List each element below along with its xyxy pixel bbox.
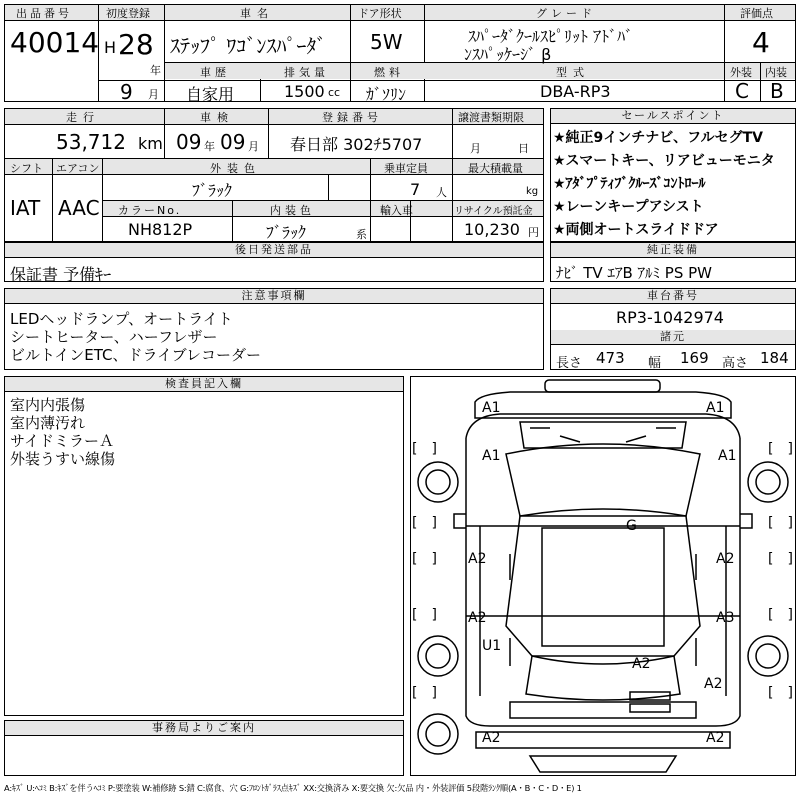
- mileage: 53,712: [56, 130, 126, 154]
- inspection-month-unit: 月: [248, 140, 259, 153]
- equipment-text: ﾅﾋﾞ TV ｴｱB ｱﾙﾐ PS PW: [556, 264, 712, 282]
- capacity: 7: [410, 180, 421, 199]
- sales-point-1: ★純正9インチナビ、フルセグTV: [553, 130, 763, 146]
- load-label: 最大積載量: [468, 162, 523, 175]
- lot-number: 40014: [10, 26, 100, 59]
- car-name: ｽﾃｯﾌﾟ ﾜｺﾞﾝｽﾊﾟｰﾀﾞ: [170, 34, 327, 58]
- inspection-label: 車検: [200, 111, 234, 124]
- mileage-unit: km: [138, 134, 163, 153]
- model-label: 型式: [556, 66, 590, 79]
- fuel-label: 燃料: [374, 66, 404, 79]
- transfer-label: 譲渡書類期限: [458, 111, 524, 124]
- grade-label: グレード: [536, 7, 596, 20]
- damage-mark: A2: [482, 730, 501, 746]
- model: DBA-RP3: [540, 82, 611, 101]
- mileage-label: 走行: [66, 111, 100, 124]
- sales-point-2: ★スマートキー、リアビューモニタ: [553, 153, 775, 169]
- bracket-6: [ ]: [768, 551, 793, 567]
- damage-mark: G: [626, 518, 637, 534]
- damage-mark: A2: [632, 656, 651, 672]
- note-line-2: シートヒーター、ハーフレザー: [10, 328, 218, 346]
- score-label: 評価点: [740, 7, 773, 20]
- transfer-month-unit: 月: [470, 142, 481, 155]
- length-label: 長さ: [556, 356, 583, 371]
- inspection-year-unit: 年: [204, 140, 215, 153]
- int-grade: B: [770, 79, 784, 103]
- score: 4: [752, 26, 770, 59]
- color-no-label: カラーNo.: [118, 204, 182, 217]
- ext-grade: C: [735, 79, 749, 103]
- later-parts-title: 後日発送部品: [5, 243, 543, 258]
- era: H: [104, 38, 117, 57]
- grade-line-1: ｽﾊﾟｰﾀﾞｸｰﾙｽﾋﾟﾘｯﾄ ｱﾄﾞﾊﾞ: [468, 27, 634, 46]
- int-color-label: 内装色: [270, 204, 315, 217]
- color-label: 外装色: [210, 162, 261, 175]
- ac: AAC: [58, 196, 100, 220]
- damage-mark: A1: [706, 400, 725, 416]
- width: 169: [680, 349, 709, 367]
- reg-month: 9: [120, 80, 133, 104]
- damage-mark: U1: [482, 638, 502, 654]
- recycle-unit: 円: [528, 226, 539, 239]
- recycle-fee: 10,230: [464, 220, 520, 239]
- month-unit: 月: [148, 88, 159, 101]
- color: ﾌﾞﾗｯｸ: [192, 181, 233, 200]
- bracket-2: [ ]: [768, 441, 793, 457]
- load-unit: kg: [526, 186, 539, 197]
- displacement: 1500: [284, 82, 325, 101]
- equipment-title: 純正装備: [551, 243, 795, 258]
- bracket-5: [ ]: [412, 551, 437, 567]
- recycle-label: リサイクル預託金: [454, 206, 533, 217]
- width-label: 幅: [648, 356, 662, 371]
- inspector-line-2: 室内薄汚れ: [10, 414, 86, 432]
- chassis-title: 車台番号: [551, 289, 795, 304]
- capacity-unit: 人: [436, 186, 447, 199]
- bracket-3: [ ]: [412, 515, 437, 531]
- ext-label: 外装: [730, 66, 752, 79]
- int-color: ﾌﾞﾗｯｸ: [266, 223, 307, 242]
- note-line-1: LEDヘッドランプ、オートライト: [10, 310, 233, 328]
- ac-label: エアコン: [56, 162, 100, 175]
- chassis-number: RP3-1042974: [616, 308, 724, 327]
- later-parts-text: 保証書 予備ｷｰ: [10, 265, 112, 284]
- inspection-year: 09: [176, 130, 202, 154]
- bracket-4: [ ]: [768, 515, 793, 531]
- bracket-9: [ ]: [412, 685, 437, 701]
- grade-line-2: ﾝｽﾊﾟｯｹｰｼﾞ β: [464, 45, 552, 64]
- height: 184: [760, 349, 789, 367]
- damage-mark: A2: [468, 610, 487, 626]
- shift-label: シフト: [10, 162, 43, 175]
- damage-mark: A1: [718, 448, 737, 464]
- bracket-10: [ ]: [768, 685, 793, 701]
- car-diagram: [410, 376, 796, 776]
- car-name-label: 車名: [240, 7, 274, 20]
- notes-title: 注意事項欄: [5, 289, 543, 304]
- reg-no: 春日部 302ﾁ5707: [290, 135, 423, 154]
- damage-mark: A1: [482, 400, 501, 416]
- shift: IAT: [10, 196, 41, 220]
- sales-point-5: ★両側オートスライドドア: [553, 222, 719, 238]
- color-no: NH812P: [128, 220, 193, 239]
- displacement-label: 排気量: [284, 66, 329, 79]
- history: 自家用: [186, 85, 235, 104]
- damage-mark: A1: [482, 448, 501, 464]
- damage-mark: A2: [468, 551, 487, 567]
- history-label: 車歴: [200, 66, 230, 79]
- damage-mark: A2: [716, 551, 735, 567]
- height-label: 高さ: [722, 356, 749, 371]
- damage-mark: A2: [704, 676, 723, 692]
- inspector-line-4: 外装うすい線傷: [10, 450, 116, 468]
- bracket-8: [ ]: [768, 607, 793, 623]
- reg-no-label: 登録番号: [322, 111, 382, 124]
- sales-points-title: セールスポイント: [551, 109, 795, 124]
- first-reg-label: 初度登録: [106, 7, 150, 20]
- damage-mark: A2: [706, 730, 725, 746]
- int-label: 内装: [765, 66, 787, 79]
- bracket-1: [ ]: [412, 441, 437, 457]
- capacity-label: 乗車定員: [384, 162, 428, 175]
- note-line-3: ビルトインETC、ドライブレコーダー: [10, 346, 261, 364]
- footer-legend: A:ｷｽﾞ U:ﾍｺﾐ B:ｷｽﾞを伴うﾍｺﾐ P:要塗装 W:補修跡 S:錆 C:腐食、穴 G:ﾌﾛﾝﾄｶﾞﾗｽ点ｷｽﾞ XX:交換済み X:要交換 欠:欠品 内・外装評価 5段階ﾗﾝｸ順(A・B・C・D・E) 1: [4, 783, 582, 793]
- displacement-unit: cc: [328, 86, 341, 99]
- lot-label: 出品番号: [16, 7, 72, 20]
- fuel: ｶﾞｿﾘﾝ: [366, 85, 407, 104]
- damage-mark: A3: [716, 610, 735, 626]
- reg-year: 28: [118, 28, 154, 61]
- office-title: 事務局よりご案内: [5, 721, 403, 736]
- year-unit: 年: [150, 64, 161, 77]
- import-label: 輸入車: [380, 204, 413, 217]
- inspector-line-1: 室内内張傷: [10, 396, 86, 414]
- int-color-unit: 系: [356, 228, 367, 241]
- bracket-7: [ ]: [412, 607, 437, 623]
- inspector-line-3: サイドミラーＡ: [10, 432, 114, 450]
- dims-title: 諸元: [551, 330, 795, 345]
- inspector-title: 検査員記入欄: [5, 377, 403, 392]
- sales-point-3: ★ｱﾀﾞﾌﾟﾃｨﾌﾞｸﾙｰｽﾞｺﾝﾄﾛｰﾙ: [553, 176, 706, 192]
- transfer-day-unit: 日: [518, 142, 529, 155]
- inspection-month: 09: [220, 130, 246, 154]
- sales-point-4: ★レーンキープアシスト: [553, 199, 704, 215]
- length: 473: [596, 349, 625, 367]
- door-label: ドア形状: [358, 7, 402, 20]
- door-type: 5W: [370, 30, 403, 54]
